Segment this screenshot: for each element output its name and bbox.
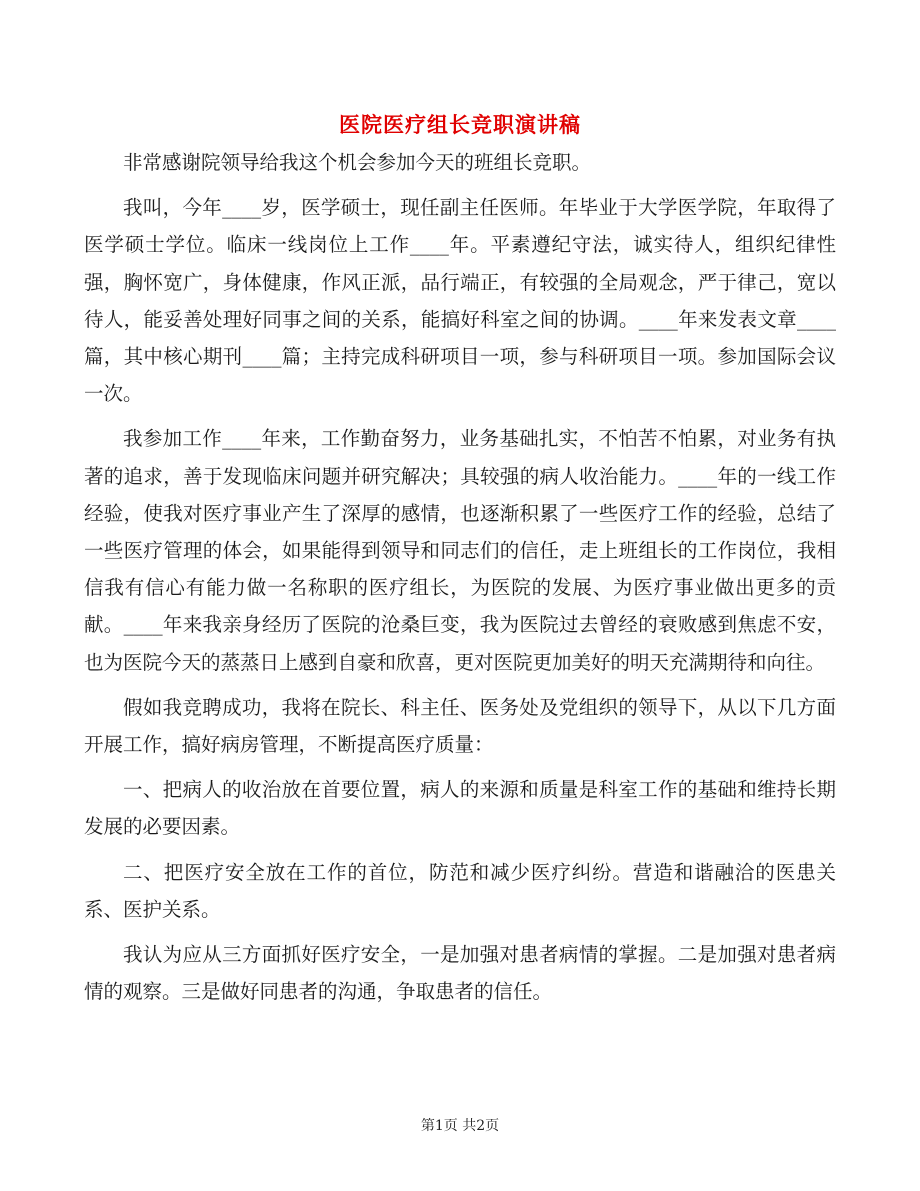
page-number: 第1页 共2页 — [420, 1118, 500, 1134]
paragraph-point-one: 一、把病人的收治放在首要位置，病人的来源和质量是科室工作的基础和维持长期发展的必要因素。 — [84, 778, 836, 839]
paragraph-point-two: 二、把医疗安全放在工作的首位，防范和减少医疗纠纷。营造和谐融洽的医患关系、医护关系。 — [84, 860, 836, 921]
document-title: 医院医疗组长竞职演讲稿 — [339, 112, 581, 137]
document-body — [84, 144, 836, 1010]
paragraph-plan: 假如我竞聘成功，我将在院长、科主任、医务处及党组织的领导下，从以下几方面开展工作，搞好病房管理，不断提高医疗质量： — [84, 695, 836, 757]
paragraph-experience: 我参加工作____年来，工作勤奋努力，业务基础扎实，不怕苦不怕累，对业务有执著的追求，善于发现临床问题并研究解决；具较强的病人收治能力。____年的一线工作经验，使我对医疗事业产生了深厚的感情，也逐渐积累了一些医疗工作的经验，总结了一些医疗管理的体会，如果能得到领导和同志们的信任，走上班组长的工作岗位，我相信我有信心有能力做一名称职的医疗组长，为医院的发展、为医疗事业做出更多的贡献。____年来我亲身经历了医院的沧桑巨变，我为医院过去曾经的衰败感到焦虑不安，也为医院今天的蒸蒸日上感到自豪和欣喜，更对医院更加美好的明天充满期待和向往。 — [84, 427, 836, 674]
paragraph-background: 我叫，今年____岁，医学硕士，现任副主任医师。年毕业于大学医学院，年取得了医学硕士学位。临床一线岗位上工作____年。平素遵纪守法，诚实待人，组织纪律性强，胸怀宽广，身体健康，作风正派，品行端正，有较强的全局观念，严于律己，宽以待人，能妥善处理好同事之间的关系，能搞好科室之间的协调。____年来发表文章____篇，其中核心期刊____篇；主持完成科研项目一项，参与科研项目一项。参加国际会议一次。 — [84, 196, 836, 406]
paragraph-safety: 我认为应从三方面抓好医疗安全，一是加强对患者病情的掌握。二是加强对患者病情的观察。三是做好同患者的沟通，争取患者的信任。 — [84, 943, 836, 1004]
paragraph-intro: 非常感谢院领导给我这个机会参加今天的班组长竞职。 — [123, 151, 592, 174]
